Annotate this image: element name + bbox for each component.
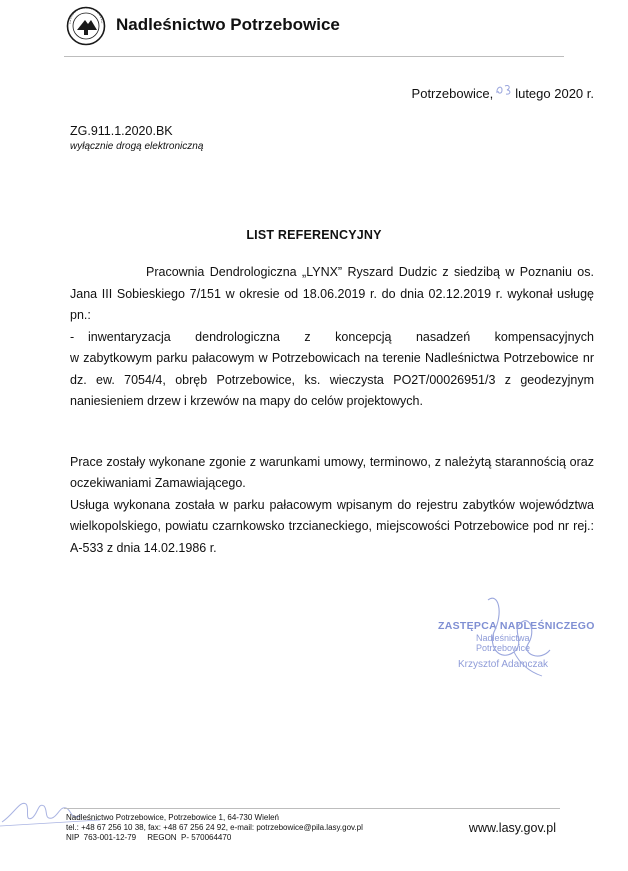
handwritten-signature xyxy=(470,592,580,682)
footer-divider xyxy=(64,808,560,809)
stamp-unit-line2: Potrzebowice xyxy=(476,643,531,653)
date-rest: lutego 2020 r. xyxy=(515,86,594,101)
paragraph-location: Usługa wykonana została w parku pałacowym wpisanym do rejestru zabytków województwa wielkopolskiego, powiatu czarnkowsko trzcianeckiego, miejscowości Potrzebowice pod nr rej.: A-533 z dnia 14.02.1986 r. xyxy=(70,497,594,555)
bullet-continuation: w zabytkowym parku pałacowym w Potrzebowicach na terenie Nadleśnictwa Potrzebowice nr dz. ew. 7054/4, obręb Potrzebowice, ks. wieczysta PO2T/00026951/3 z geodezyjnym naniesieniem drzew i krzewów na mapy do celów projektowych. xyxy=(70,351,594,408)
handwritten-day-mark xyxy=(493,84,515,98)
letter-body xyxy=(70,262,594,559)
footer-website: www.lasy.gov.pl xyxy=(468,821,556,835)
letter-title: LIST REFERENCYJNY xyxy=(246,228,382,242)
delivery-note: wyłącznie drogą elektroniczną xyxy=(70,141,204,152)
footer-address: Nadleśnictwo Potrzebowice, Potrzebowice 1, 64-730 Wieleń xyxy=(66,813,279,822)
header-divider xyxy=(64,56,564,57)
footer-ids: NIP 763-001-12-79 REGON P- 570064470 xyxy=(66,833,232,842)
footer-contact-block xyxy=(66,813,363,843)
paragraph-intro: Pracownia Dendrologiczna „LYNX” Ryszard Dudzic z siedzibą w Poznaniu os. Jana III Sobieskiego 7/151 w okresie od 18.06.2019 r. do dnia 02.12.2019 r. wykonał usługę pn.: xyxy=(70,265,594,322)
bullet-dash: - xyxy=(70,329,75,344)
stamp-title: ZASTĘPCA NADLEŚNICZEGO xyxy=(438,620,595,632)
paragraph-quality: Prace zostały wykonane zgonie z warunkami umowy, terminowo, z należytą starannością oraz oczekiwaniami Zamawiającego. xyxy=(70,454,594,490)
bullet-item xyxy=(70,327,594,349)
date-place: Potrzebowice, xyxy=(411,86,494,101)
date-line xyxy=(412,84,594,101)
lasy-panstwowe-logo xyxy=(66,6,106,46)
organization-name: Nadleśnictwo Potrzebowice xyxy=(116,15,340,34)
reference-number: ZG.911.1.2020.BK xyxy=(70,124,173,138)
bullet-first-line: inwentaryzacja dendrologiczna z koncepcją nasadzeń kompensacyjnych xyxy=(88,329,594,344)
stamp-unit-line1: Nadleśnictwa xyxy=(476,633,530,643)
stamp-person-name: Krzysztof Adamczak xyxy=(458,659,549,670)
paragraph-gap xyxy=(70,413,594,452)
footer-contact: tel.: +48 67 256 10 38, fax: +48 67 256 24 92, e-mail: potrzebowice@pila.lasy.gov.pl xyxy=(66,823,363,832)
